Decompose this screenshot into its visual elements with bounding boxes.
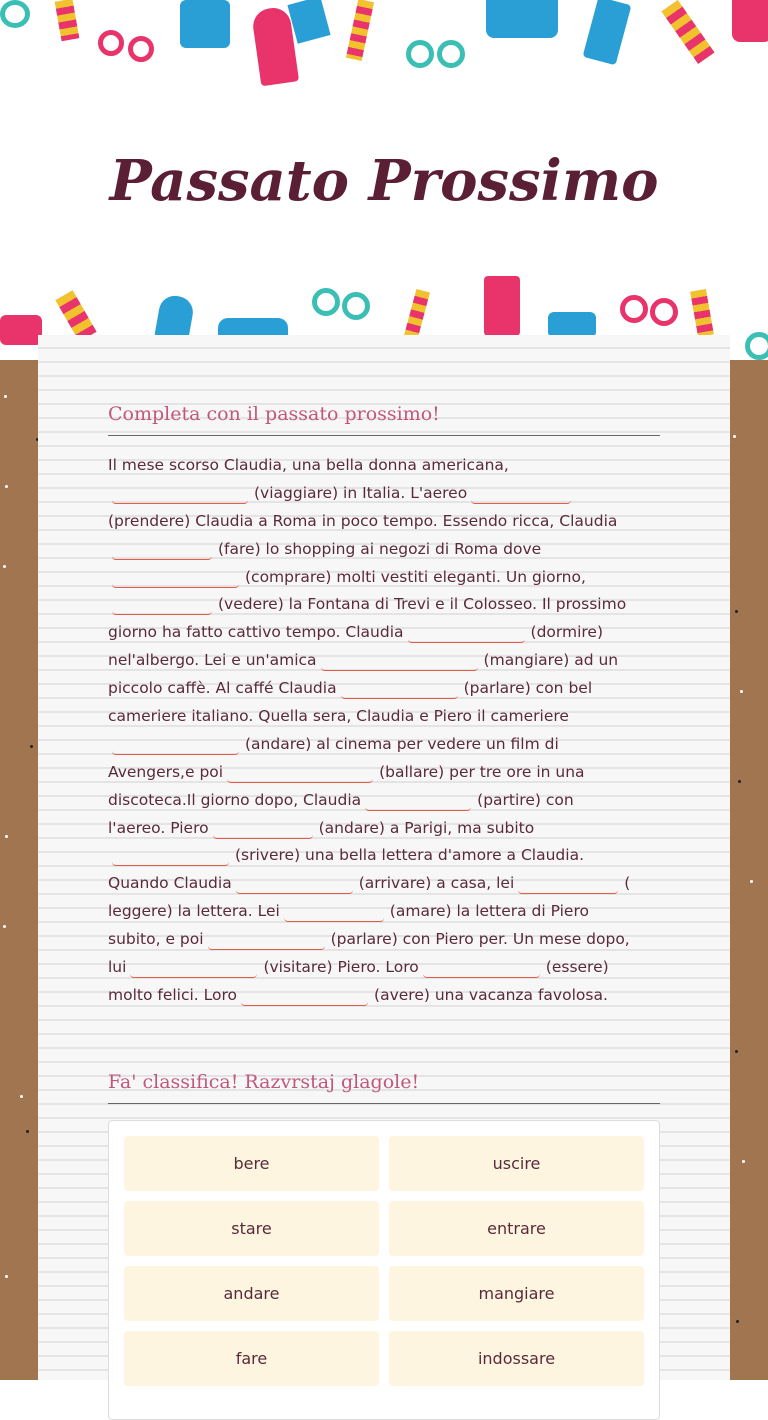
scissors-icon bbox=[437, 40, 465, 68]
answer-blank[interactable] bbox=[236, 874, 353, 894]
answer-blank[interactable] bbox=[112, 484, 248, 504]
verb-card[interactable]: andare bbox=[124, 1266, 379, 1321]
section-heading-classify: Fa' classifica! Razvrstaj glagole! bbox=[108, 1071, 660, 1104]
scissors-icon bbox=[745, 332, 768, 360]
text: cameriere italiano. Quella sera, Claudia e Piero il cameriere bbox=[108, 707, 569, 726]
text: nel'albergo. Lei e un'amica bbox=[108, 651, 317, 670]
text: (comprare) molti vestiti eleganti. Un giorno, bbox=[245, 567, 586, 586]
answer-blank[interactable] bbox=[112, 595, 212, 615]
book-icon bbox=[155, 293, 196, 340]
pencil-icon bbox=[55, 0, 80, 41]
section-heading-fill-in: Completa con il passato prossimo! bbox=[108, 403, 660, 436]
answer-blank[interactable] bbox=[408, 623, 525, 643]
text: molto felici. Loro bbox=[108, 985, 238, 1004]
text: (srivere) una bella lettera d'amore a Claudia. bbox=[235, 846, 584, 865]
text: (parlare) con bel bbox=[463, 679, 593, 698]
answer-blank[interactable] bbox=[365, 791, 471, 811]
text: Quando Claudia bbox=[108, 874, 232, 893]
classify-drop-area[interactable] bbox=[108, 1120, 660, 1420]
page-title: Passato Prossimo bbox=[109, 148, 659, 214]
answer-blank[interactable] bbox=[423, 958, 540, 978]
verb-card[interactable]: mangiare bbox=[389, 1266, 644, 1321]
scissors-icon bbox=[650, 298, 678, 326]
verb-card[interactable]: stare bbox=[124, 1201, 379, 1256]
answer-blank[interactable] bbox=[208, 930, 325, 950]
pencil-icon bbox=[404, 289, 430, 339]
text: (arrivare) a casa, lei bbox=[358, 874, 515, 893]
scissors-icon bbox=[0, 0, 30, 28]
answer-blank[interactable] bbox=[112, 735, 239, 755]
answer-blank[interactable] bbox=[112, 846, 229, 866]
text: discoteca.Il giorno dopo, Claudia bbox=[108, 790, 362, 809]
cup-icon bbox=[180, 0, 230, 48]
pencil-icon bbox=[346, 0, 374, 61]
answer-blank[interactable] bbox=[321, 651, 478, 671]
text: (viaggiare) in Italia. L'aereo bbox=[254, 483, 468, 502]
answer-blank[interactable] bbox=[341, 679, 458, 699]
answer-blank[interactable] bbox=[227, 763, 373, 783]
answer-blank[interactable] bbox=[130, 958, 257, 978]
answer-blank[interactable] bbox=[213, 819, 313, 839]
text: l'aereo. Piero bbox=[108, 818, 209, 837]
verb-card[interactable]: bere bbox=[124, 1136, 379, 1191]
text: (essere) bbox=[545, 958, 609, 977]
scissors-icon bbox=[312, 288, 340, 316]
bag-icon bbox=[0, 315, 42, 345]
text: (amare) la lettera di Piero bbox=[389, 902, 589, 921]
text: (andare) a Parigi, ma subito bbox=[318, 818, 535, 837]
answer-blank[interactable] bbox=[471, 484, 571, 504]
text: (avere) una vacanza favolosa. bbox=[374, 985, 608, 1004]
text: (mangiare) ad un bbox=[483, 651, 619, 670]
book-icon bbox=[287, 0, 330, 44]
bag-icon bbox=[486, 0, 558, 38]
text: (fare) lo shopping ai negozi di Roma dove bbox=[218, 539, 542, 558]
scissors-icon bbox=[342, 292, 370, 320]
text: lui bbox=[108, 958, 127, 977]
text: (prendere) Claudia a Roma in poco tempo. Essendo ricca, Claudia bbox=[108, 511, 618, 530]
text: subito, e poi bbox=[108, 930, 204, 949]
text: (parlare) con Piero per. Un mese dopo, bbox=[330, 930, 630, 949]
answer-blank[interactable] bbox=[284, 902, 384, 922]
text: leggere) la lettera. Lei bbox=[108, 902, 280, 921]
answer-blank[interactable] bbox=[241, 986, 368, 1006]
book-icon bbox=[583, 0, 632, 65]
text: Il mese scorso Claudia, una bella donna americana, bbox=[108, 456, 509, 474]
text: (dormire) bbox=[530, 623, 604, 642]
fill-in-paragraph bbox=[108, 452, 668, 1010]
scissors-icon bbox=[98, 30, 124, 56]
text: (visitare) Piero. Loro bbox=[263, 958, 419, 977]
text: Avengers,e poi bbox=[108, 762, 224, 781]
text: ( bbox=[624, 874, 631, 893]
verb-card[interactable]: fare bbox=[124, 1331, 379, 1386]
bag-icon bbox=[732, 0, 768, 42]
pencil-icon bbox=[661, 0, 714, 64]
text: (ballare) per tre ore in una bbox=[379, 762, 585, 781]
verb-card[interactable]: entrare bbox=[389, 1201, 644, 1256]
pencil-icon bbox=[690, 289, 714, 337]
verb-card[interactable]: indossare bbox=[389, 1331, 644, 1386]
scissors-icon bbox=[620, 295, 648, 323]
book-icon bbox=[484, 276, 520, 336]
text: piccolo caffè. Al caffé Claudia bbox=[108, 679, 337, 698]
text: (andare) al cinema per vedere un film di bbox=[245, 734, 559, 753]
text: giorno ha fatto cattivo tempo. Claudia bbox=[108, 623, 404, 642]
scissors-icon bbox=[128, 36, 154, 62]
answer-blank[interactable] bbox=[518, 874, 618, 894]
answer-blank[interactable] bbox=[112, 540, 212, 560]
answer-blank[interactable] bbox=[112, 568, 239, 588]
verb-card[interactable]: uscire bbox=[389, 1136, 644, 1191]
text: (partire) con bbox=[477, 790, 574, 809]
text: (vedere) la Fontana di Trevi e il Colosseo. Il prossimo bbox=[218, 595, 627, 614]
scissors-icon bbox=[406, 40, 434, 68]
